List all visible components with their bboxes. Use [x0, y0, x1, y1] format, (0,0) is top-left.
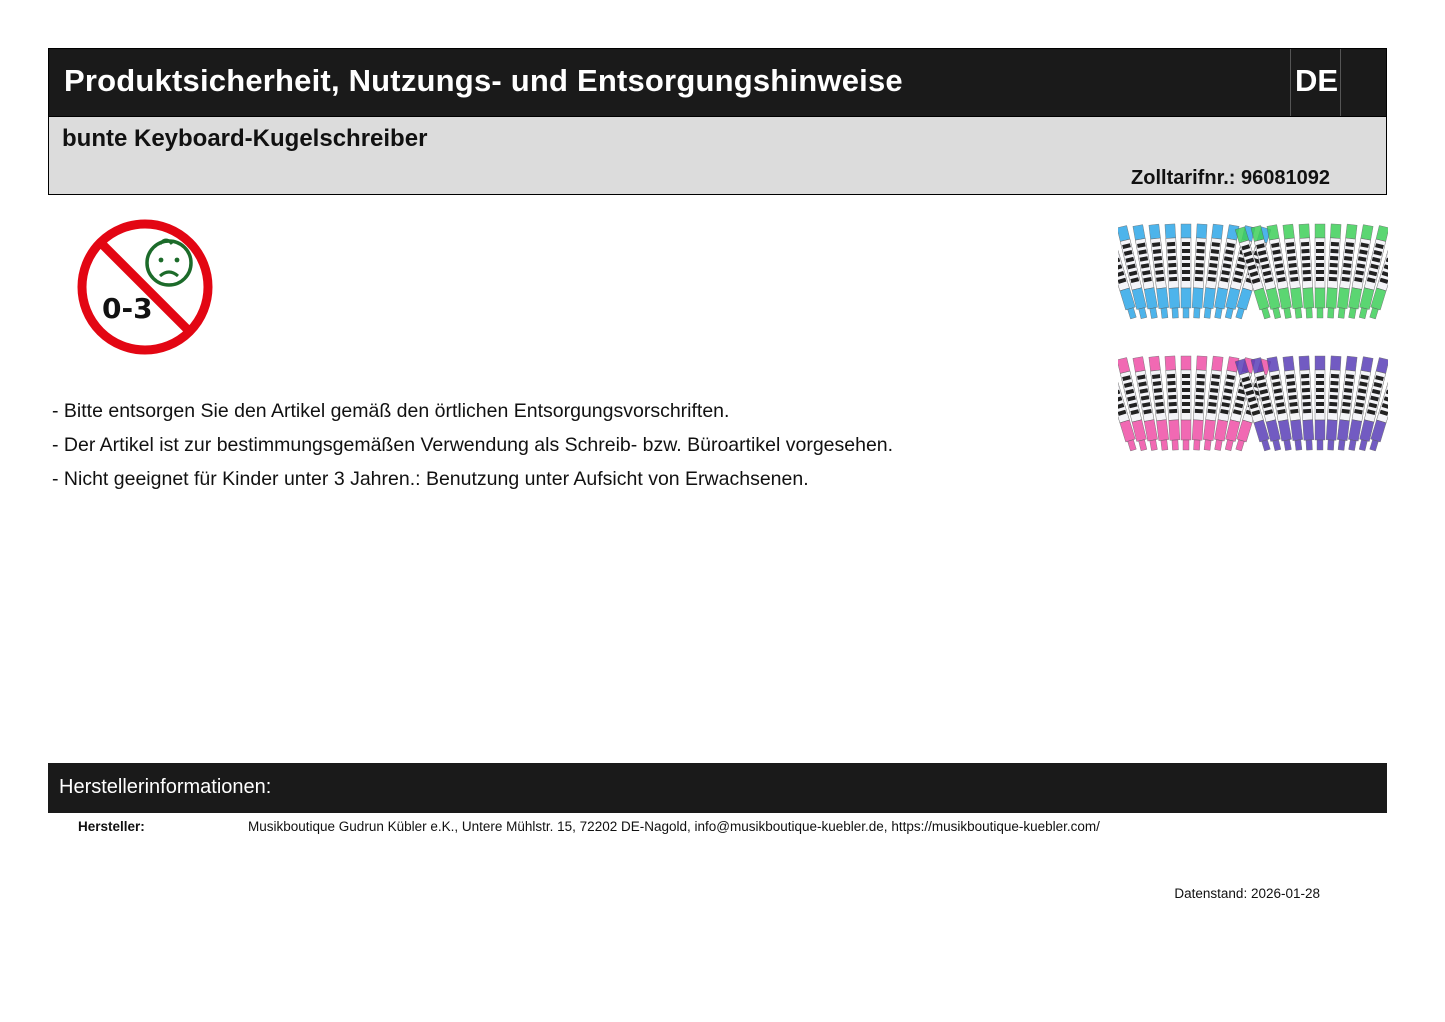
header-bar [48, 48, 1387, 117]
pen-set-image [1235, 356, 1388, 452]
age-range-label: 0-3 [102, 292, 153, 325]
usage-notes-list [52, 394, 893, 496]
page-title: Produktsicherheit, Nutzungs- und Entsorgungshinweise [64, 63, 903, 98]
data-date: Datenstand: 2026-01-28 [1174, 886, 1320, 901]
language-box [1290, 49, 1341, 116]
note-age-warning: - Nicht geeignet für Kinder unter 3 Jahren.: Benutzung unter Aufsicht von Erwachsenen. [52, 468, 809, 490]
language-code: DE [1295, 63, 1339, 98]
manufacturer-section-title: Herstellerinformationen: [59, 776, 272, 798]
product-info-bar [48, 117, 1387, 195]
pen-set-image [1235, 224, 1388, 320]
customs-number: Zolltarifnr.: 96081092 [1131, 167, 1330, 189]
manufacturer-details: Musikboutique Gudrun Kübler e.K., Untere Mühlstr. 15, 72202 DE-Nagold, info@musikboutique-kuebler.de, https://musikboutique-kuebler.com/ [248, 819, 1100, 834]
manufacturer-label: Hersteller: [78, 819, 145, 834]
product-name: bunte Keyboard-Kugelschreiber [62, 125, 428, 152]
pen-product-images [1118, 214, 1388, 462]
baby-face-icon [147, 240, 191, 285]
note-disposal: - Bitte entsorgen Sie den Artikel gemäß den örtlichen Entsorgungsvorschriften. [52, 400, 730, 422]
note-intended-use: - Der Artikel ist zur bestimmungsgemäßen Verwendung als Schreib- bzw. Büroartikel vorgesehen. [52, 434, 894, 456]
manufacturer-section-bar [48, 763, 1387, 813]
no-children-0-3-icon [74, 216, 216, 358]
